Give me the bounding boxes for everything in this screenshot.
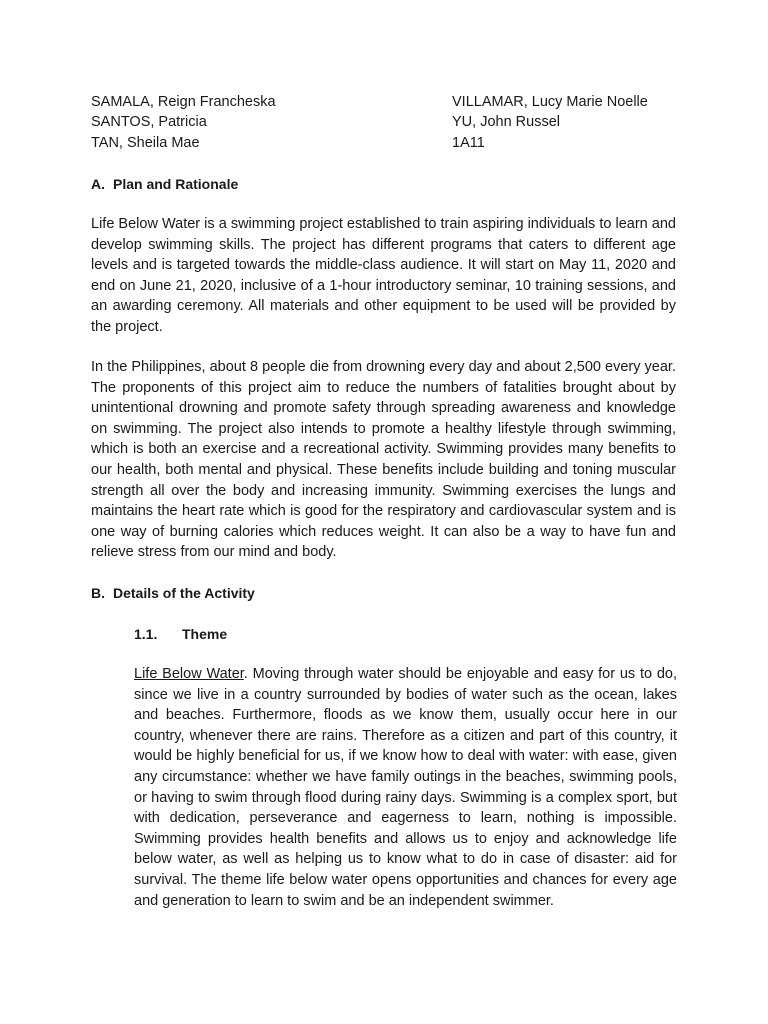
author-name: SANTOS, Patricia	[91, 114, 207, 131]
author-name: TAN, Sheila Mae	[91, 134, 200, 151]
section-b-number: B.	[91, 585, 105, 601]
author-column-left	[91, 92, 276, 153]
author-name: YU, John Russel	[452, 114, 560, 131]
theme-name-underlined: Life Below Water	[134, 666, 244, 682]
plan-paragraph: Life Below Water is a swimming project established to train aspiring individuals to learn and develop swimming skills. The project has different programs that caters to different age levels and is targeted towards the middle-class audience. It will start on May 11, 2020 and end on June 21, 2020, inclusive of a 1-hour introductory seminar, 10 training sessions, and an awarding ceremony. All materials and other equipment to be used will be provided by the project.	[91, 216, 676, 335]
section-a-title: Plan and Rationale	[113, 176, 239, 192]
section-a-number: A.	[91, 176, 105, 192]
section-code: 1A11	[452, 134, 485, 151]
section-b-title: Details of the Activity	[113, 585, 255, 601]
section-b-heading	[91, 585, 255, 601]
theme-paragraph	[134, 664, 677, 911]
author-name: VILLAMAR, Lucy Marie Noelle	[452, 94, 648, 110]
theme-number: 1.1.	[134, 626, 158, 642]
section-a-heading	[91, 176, 238, 192]
theme-paragraph-body: . Moving through water should be enjoyable and easy for us to do, since we live in a country surrounded by bodies of water such as the ocean, lakes and beaches. Furthermore, floods as we know them, usually occur here in our country, whenever there are rains. Therefore as a citizen and part of this country, it would be highly beneficial for us, if we know how to deal with water: with ease, given any circumstance: whether we have family outings in the beaches, swimming pools, or having to swim through flood during rainy days. Swimming is a complex sport, but with dedication, perseverance and eagerness to learn, nothing is impossible. Swimming provides health benefits and allows us to enjoy and acknowledge life below water, as well as helping us to know what to do in case of disaster: aid for survival. The theme life below water opens opportunities and chances for every age and generation to learn to swim and be an independent swimmer.	[134, 666, 677, 909]
author-column-right	[452, 92, 648, 153]
author-name: SAMALA, Reign Francheska	[91, 94, 276, 110]
theme-subheading	[134, 626, 227, 642]
rationale-paragraph: In the Philippines, about 8 people die from drowning every day and about 2,500 every year. The proponents of this project aim to reduce the numbers of fatalities brought about by unintentional drowning and promote safety through spreading awareness and knowledge on swimming. The project also intends to promote a healthy lifestyle through swimming, which is both an exercise and a recreational activity. Swimming provides many benefits to our health, both mental and physical. These benefits include building and toning muscular strength all over the body and increasing immunity. Swimming exercises the lungs and maintains the heart rate which is good for the respiratory and cardiovascular system and is one way of burning calories which reduces weight. It can also be a way to have fun and relieve stress from our mind and body.	[91, 359, 676, 561]
theme-title: Theme	[182, 626, 228, 642]
